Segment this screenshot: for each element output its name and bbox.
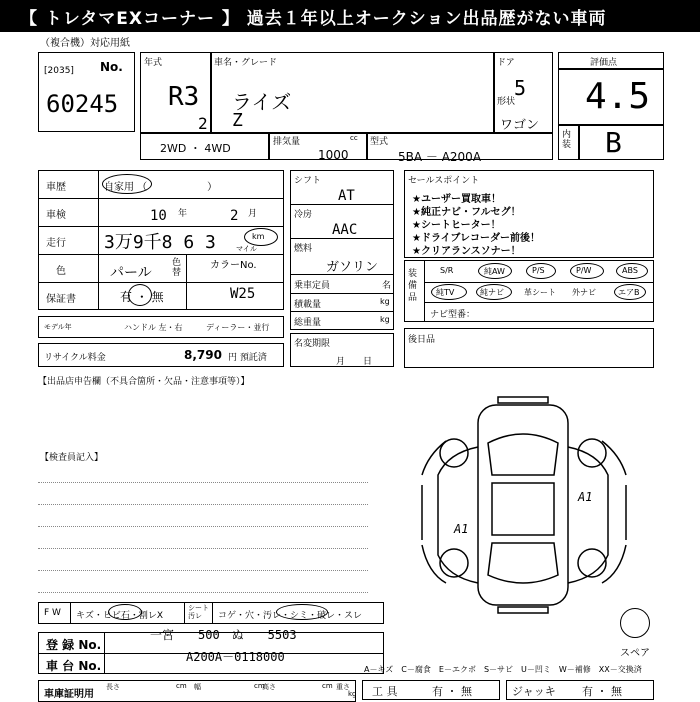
fw-items: キズ・ヒビ石・割レX [76,611,163,621]
header-title: 【 トレタマEXコーナー 】 過去１年以上オークション出品歴がない車両 [20,8,607,29]
shape-label: 形状 [497,97,516,107]
chassis-value: A200A－0118000 [186,650,285,664]
fuel-label: 燃料 [294,244,313,254]
expiry-label: 名変期限 [294,339,331,349]
year-label: 年式 [144,58,163,68]
equip-item: 革シート [524,288,556,297]
sales-label: セールスポイント [408,176,480,186]
weight-unit: kg [380,315,390,324]
warranty-value: 有 ・ 無 [120,290,164,304]
tools-value: 有 ・ 無 [432,685,472,698]
garage-label: 車庫証明用 [44,689,94,700]
garage-dim: cm [254,682,265,690]
disp-label: 排気量 [273,137,301,147]
recycle-fee: 8,790 [184,348,222,362]
mileage-label: 走行 [46,238,66,249]
model-name: ライズ [232,90,292,114]
type-code: 5BA － A200A [398,150,482,164]
navi-label: ナビ型番： [430,310,476,320]
capacity-label: 乗車定員 [294,281,331,291]
inspection-month-unit: 月 [248,209,258,219]
damage-a1: A1 [454,522,469,536]
weight-label: 総重量 [294,318,322,328]
disp-unit: cc [350,134,358,142]
garage-dim: 幅 [194,683,201,691]
capacity-unit: 名 [382,281,392,291]
reg-label: 登 録 No. [46,638,102,652]
displacement: 1000 [318,148,349,162]
equip-item: 純ナビ [480,288,504,297]
garage-dim: 重さ [336,683,350,691]
color-no: W25 [230,286,256,302]
equip-item: P/S [532,266,545,275]
dealer: ディーラー・並行 [206,323,270,332]
sales-point: ★純正ナビ・フルセグ！ [412,207,521,218]
garage-dim: cm [176,682,187,690]
garage-dim: 高さ [262,683,276,691]
interior-label: 内装 [562,130,572,150]
load-label: 積載量 [294,300,322,310]
color-value: パール [110,265,152,281]
reg-value: 一宮 500 ぬ 5503 [150,628,297,642]
sales-point: ★クリアランスソナー！ [412,246,521,257]
score-value: 4.5 [585,76,651,117]
doors: 5 [514,76,527,100]
recycle-label: リサイクル料金 [44,353,106,363]
expiry-unit: 月 日 [336,357,373,367]
mileage-value: 3万9千8 6 3 [104,232,216,253]
garage-dim: cm [322,682,333,690]
no-label: No. [100,60,123,74]
grade: Z [232,110,243,131]
shift-value: AT [338,188,355,204]
color-label: 色 [56,266,66,277]
shape: ワゴン [500,118,540,133]
seller-label: 【出品店申告欄（不具合箇所・欠品・注意事項等）】 [38,377,250,387]
equip-item: エアB [618,288,640,297]
interior-value: B [605,126,622,159]
jack-label: ジャッキ [512,685,556,698]
handle: ハンドル 左・右 [124,323,183,332]
equip-item: P/W [576,266,592,275]
jack-value: 有 ・ 無 [582,685,622,698]
sales-point: ★ドライブレコーダー前後！ [412,233,540,244]
car-diagram [418,395,630,615]
equip-item: 外ナビ [572,288,596,297]
shift-label: シフト [294,176,322,186]
mileage-unit: km [252,232,265,241]
spare-label: スペア [620,648,650,659]
tools-label: 工 具 [372,685,398,698]
equip-item: 純AW [484,267,505,276]
history-label: 車歴 [46,182,66,193]
damage-a1b: A1 [578,490,593,504]
inspection-month: 2 [230,208,239,224]
seat-items: コゲ・穴・汚レ・シミ・破レ・スレ [218,611,363,621]
year-sub: 2 [198,114,208,133]
score-label: 評価点 [590,58,618,68]
sales-point: ★ユーザー買取車！ [412,194,501,205]
garage-dim: 長さ [106,683,120,691]
drive: 2WD ・ 4WD [160,142,231,155]
door-label: ドア [497,58,515,68]
type-label: 型式 [370,137,389,147]
inspection-label: 車検 [46,210,66,221]
no-code: [2035] [44,66,74,76]
after-box [404,328,654,368]
garage-dim: kg [348,690,357,698]
inspector-label: 【検査員記入】 [40,453,104,463]
equip-item: 純TV [436,288,455,297]
equip-item: ABS [622,266,638,275]
page-header [0,0,700,32]
equip-label: 装備品 [408,269,418,303]
recycle-unit: 円 預託済 [228,353,267,363]
fw-label: F W [44,608,61,618]
colorno-label: カラーNo. [210,260,257,271]
ac-label: 冷房 [294,210,313,220]
after-label: 後日品 [408,335,436,345]
damage-legend: A－キズ C－腐食 E－エクボ S－サビ U－凹ミ W－補修 XX－交換済 [364,665,642,674]
color-change: 色替 [172,258,182,278]
model-change-label: モデル年 [44,323,72,331]
model-label: 車名・グレード [214,58,278,68]
inspection-year: 10 [150,208,167,224]
chassis-label: 車 台 No. [46,659,102,673]
history-value: 自家用 （ ） [104,182,218,193]
equip-item: S/R [440,266,454,275]
mileage-sub: マイル [236,245,257,253]
warranty-label: 保証書 [46,294,76,305]
inspection-year-unit: 年 [178,209,188,219]
form-type: （複合機）対応用紙 [40,38,130,49]
sales-point: ★シートヒーター！ [412,220,501,231]
load-unit: kg [380,297,390,306]
ac-value: AAC [332,222,358,238]
fuel-value: ガソリン [326,260,379,275]
spare-tire-icon [620,608,650,638]
year-value: R3 [168,82,200,112]
lot-number: 60245 [46,90,119,118]
seat-label: シート汚レ [188,604,209,620]
